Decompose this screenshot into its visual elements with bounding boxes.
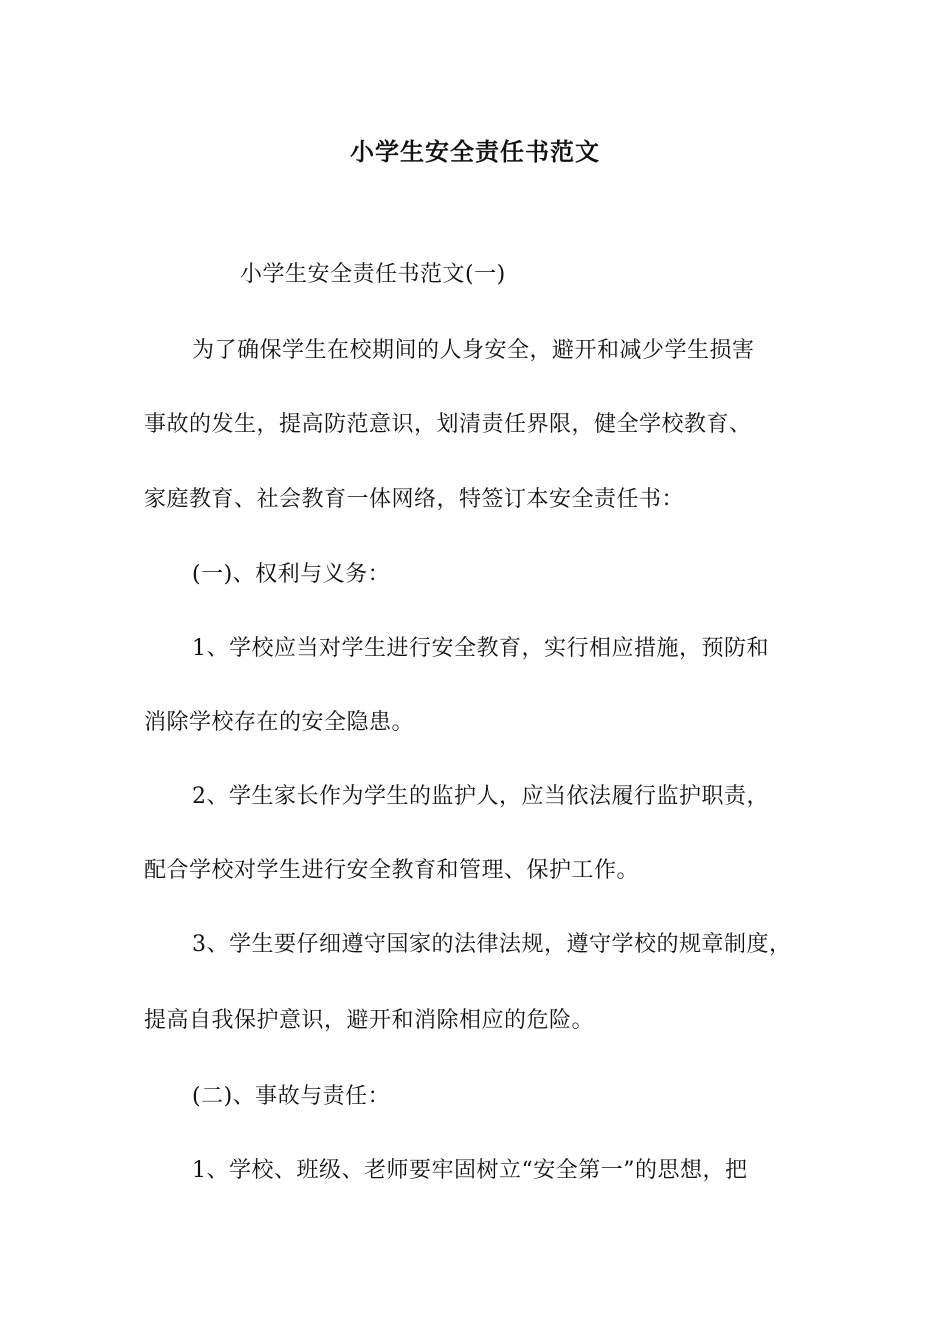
paragraph-line: 1、学校应当对学生进行安全教育，实行相应措施，预防和 [192,636,769,661]
paragraph-line: 提高自我保护意识，避开和消除相应的危险。 [144,1008,595,1033]
subsection-heading: (一)、权利与义务： [192,562,391,587]
paragraph-line: 1、学校、班级、老师要牢固树立“安全第一”的思想，把 [192,1158,748,1183]
paragraph-line: 3、学生要仔细遵守国家的法律法规，遵守学校的规章制度， [192,932,792,957]
paragraph-line: 消除学校存在的安全隐患。 [144,710,415,735]
paragraph-line: 家庭教育、社会教育一体网络，特签订本安全责任书： [144,487,685,512]
paragraph-line: 2、学生家长作为学生的监护人，应当依法履行监护职责， [192,784,769,809]
paragraph-line: 为了确保学生在校期间的人身安全，避开和减少学生损害 [192,338,755,363]
document-title: 小学生安全责任书范文 [350,137,600,166]
subsection-heading: (二)、事故与责任： [192,1084,391,1109]
section-heading: 小学生安全责任书范文(一) [240,262,506,287]
paragraph-line: 配合学校对学生进行安全教育和管理、保护工作。 [144,858,640,883]
paragraph-line: 事故的发生，提高防范意识，划清责任界限，健全学校教育、 [144,412,752,437]
